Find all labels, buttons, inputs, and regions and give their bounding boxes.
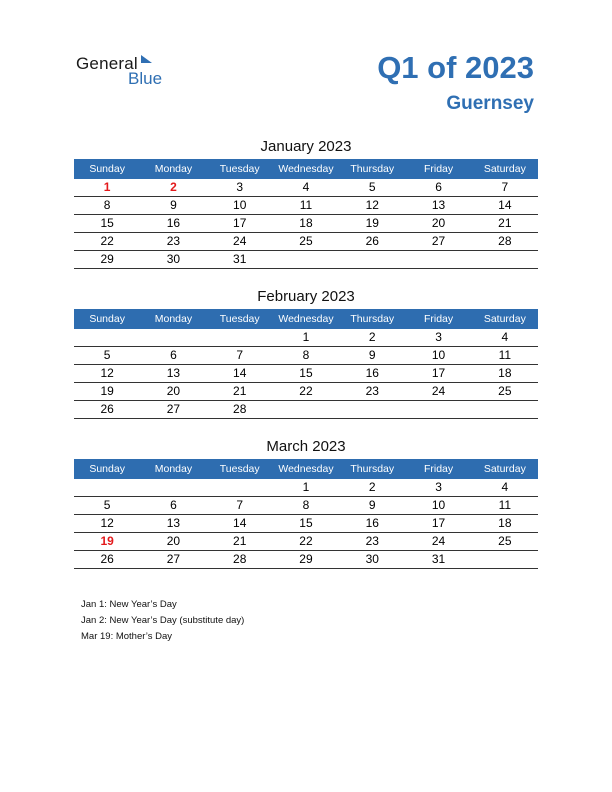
day-cell (273, 251, 339, 268)
week-row (74, 515, 538, 533)
day-cell (339, 251, 405, 268)
weekday-label: Saturday (483, 313, 526, 325)
day-cell: 9 (170, 198, 177, 212)
day-cell: 24 (431, 384, 446, 398)
day-cell: 30 (365, 552, 379, 566)
day-cell: 28 (498, 234, 512, 248)
week-row (74, 197, 538, 215)
day-cell: 7 (236, 348, 244, 362)
week-row (74, 551, 538, 569)
day-cell: 5 (103, 498, 111, 512)
weekday-label: Sunday (89, 463, 125, 475)
week-row (74, 533, 538, 551)
day-cell: 2 (368, 330, 376, 344)
day-cell: 26 (100, 552, 114, 566)
weekday-header (74, 309, 538, 329)
day-cell: 20 (166, 384, 181, 398)
weekday-label: Wednesday (278, 163, 334, 175)
day-cell (74, 479, 140, 496)
day-cell: 24 (233, 234, 247, 248)
day-cell: 21 (233, 534, 247, 548)
day-cell: 24 (431, 534, 446, 548)
day-cell: 10 (431, 348, 446, 362)
day-cell (405, 401, 471, 418)
day-cell (140, 479, 206, 496)
day-cell (405, 251, 471, 268)
day-cell: 17 (431, 516, 446, 530)
page-title: Q1 of 2023 (377, 50, 534, 85)
day-cell: 2 (170, 180, 177, 194)
day-cell: 13 (431, 198, 446, 212)
day-cell: 3 (435, 480, 442, 494)
week-row (74, 215, 538, 233)
week-row (74, 383, 538, 401)
day-cell: 27 (431, 234, 446, 248)
week-row (74, 497, 538, 515)
day-cell: 27 (166, 402, 181, 416)
day-cell: 17 (431, 366, 446, 380)
day-cell: 15 (299, 516, 313, 530)
day-cell (472, 251, 538, 268)
day-cell: 14 (498, 198, 512, 212)
day-cell: 5 (368, 180, 376, 194)
weekday-label: Monday (154, 163, 193, 175)
holiday-note: Jan 1: New Year’s Day (81, 599, 177, 610)
country-name: Guernsey (446, 93, 534, 114)
logo-flag-icon (141, 55, 152, 63)
day-cell: 2 (368, 480, 376, 494)
day-cell: 31 (431, 552, 446, 566)
day-cell: 19 (365, 216, 379, 230)
weekday-label: Monday (154, 313, 193, 325)
day-cell: 8 (302, 348, 310, 362)
week-row (74, 233, 538, 251)
weekday-label: Thursday (350, 463, 395, 475)
weekday-label: Saturday (483, 163, 526, 175)
month-calendar-february (74, 286, 538, 419)
day-cell: 11 (299, 198, 313, 212)
day-cell: 14 (233, 516, 247, 530)
day-cell: 5 (103, 348, 111, 362)
day-cell (207, 329, 273, 346)
day-cell: 22 (100, 234, 114, 248)
week-row (74, 401, 538, 419)
weekday-header (74, 159, 538, 179)
day-cell: 11 (498, 348, 512, 362)
day-cell: 7 (501, 180, 509, 194)
weekday-label: Thursday (350, 313, 395, 325)
month-calendar-january (74, 136, 538, 269)
day-cell (339, 401, 405, 418)
day-cell: 27 (166, 552, 181, 566)
day-cell: 3 (435, 330, 442, 344)
weekday-label: Wednesday (278, 463, 334, 475)
day-cell: 18 (498, 366, 512, 380)
day-cell: 29 (100, 252, 114, 266)
week-rows (74, 479, 538, 569)
weekday-label: Monday (154, 463, 193, 475)
day-cell: 22 (299, 534, 313, 548)
holiday-notes (81, 597, 244, 645)
day-cell: 23 (365, 534, 379, 548)
day-cell (472, 551, 538, 568)
day-cell: 25 (498, 384, 512, 398)
day-cell: 6 (435, 180, 442, 194)
day-cell: 30 (166, 252, 181, 266)
brand-logo (76, 52, 176, 88)
day-cell: 26 (365, 234, 379, 248)
day-cell (74, 329, 140, 346)
day-cell: 4 (501, 330, 509, 344)
day-cell (140, 329, 206, 346)
day-cell: 22 (299, 384, 313, 398)
day-cell: 6 (170, 348, 177, 362)
weekday-label: Thursday (350, 163, 395, 175)
day-cell: 25 (498, 534, 512, 548)
day-cell: 14 (233, 366, 247, 380)
weekday-header (74, 459, 538, 479)
day-cell: 18 (299, 216, 313, 230)
weekday-label: Wednesday (278, 313, 334, 325)
day-cell: 31 (233, 252, 247, 266)
day-cell: 21 (233, 384, 247, 398)
weekday-label: Tuesday (219, 313, 260, 325)
day-cell: 25 (299, 234, 313, 248)
day-cell: 10 (233, 198, 247, 212)
day-cell: 16 (365, 366, 379, 380)
day-cell: 11 (498, 498, 512, 512)
day-cell: 19 (100, 384, 114, 398)
month-title: February 2023 (257, 288, 355, 305)
day-cell: 1 (302, 330, 310, 344)
day-cell: 4 (302, 180, 310, 194)
day-cell: 29 (299, 552, 313, 566)
weekday-label: Friday (423, 463, 454, 475)
day-cell: 9 (368, 348, 376, 362)
day-cell: 16 (166, 216, 181, 230)
day-cell: 23 (166, 234, 181, 248)
holiday-note: Mar 19: Mother’s Day (81, 631, 172, 642)
day-cell: 12 (365, 198, 379, 212)
day-cell: 17 (233, 216, 247, 230)
day-cell: 13 (166, 516, 181, 530)
day-cell: 16 (365, 516, 379, 530)
day-cell: 20 (431, 216, 446, 230)
day-cell: 6 (170, 498, 177, 512)
day-cell: 19 (100, 534, 114, 548)
day-cell: 15 (299, 366, 313, 380)
weekday-label: Sunday (89, 163, 125, 175)
day-cell: 8 (302, 498, 310, 512)
day-cell: 12 (100, 366, 114, 380)
month-calendar-march (74, 436, 538, 569)
day-cell: 7 (236, 498, 244, 512)
day-cell: 21 (498, 216, 512, 230)
weekday-label: Saturday (483, 463, 526, 475)
day-cell: 26 (100, 402, 114, 416)
weekday-label: Friday (423, 163, 454, 175)
day-cell: 15 (100, 216, 114, 230)
week-row (74, 329, 538, 347)
day-cell: 18 (498, 516, 512, 530)
day-cell: 8 (103, 198, 111, 212)
logo-blue-text: Blue (128, 69, 163, 88)
day-cell: 12 (100, 516, 114, 530)
holiday-note: Jan 2: New Year’s Day (substitute day) (81, 615, 245, 626)
month-title: January 2023 (260, 138, 352, 155)
week-row (74, 251, 538, 269)
day-cell: 1 (103, 180, 111, 194)
day-cell: 23 (365, 384, 379, 398)
weekday-label: Tuesday (219, 163, 260, 175)
day-cell (273, 401, 339, 418)
week-row (74, 365, 538, 383)
day-cell: 20 (166, 534, 181, 548)
day-cell: 13 (166, 366, 181, 380)
weekday-label: Friday (423, 313, 454, 325)
day-cell: 3 (236, 180, 244, 194)
day-cell (472, 401, 538, 418)
day-cell: 4 (501, 480, 509, 494)
day-cell: 28 (233, 402, 247, 416)
day-cell (207, 479, 273, 496)
week-row (74, 479, 538, 497)
month-title: March 2023 (266, 438, 346, 455)
week-row (74, 347, 538, 365)
day-cell: 10 (431, 498, 446, 512)
week-row (74, 179, 538, 197)
weekday-label: Tuesday (219, 463, 260, 475)
day-cell: 28 (233, 552, 247, 566)
weekday-label: Sunday (89, 313, 125, 325)
week-rows (74, 329, 538, 419)
week-rows (74, 179, 538, 269)
day-cell: 9 (368, 498, 376, 512)
logo-general-text: General (76, 54, 138, 73)
day-cell: 1 (302, 480, 310, 494)
